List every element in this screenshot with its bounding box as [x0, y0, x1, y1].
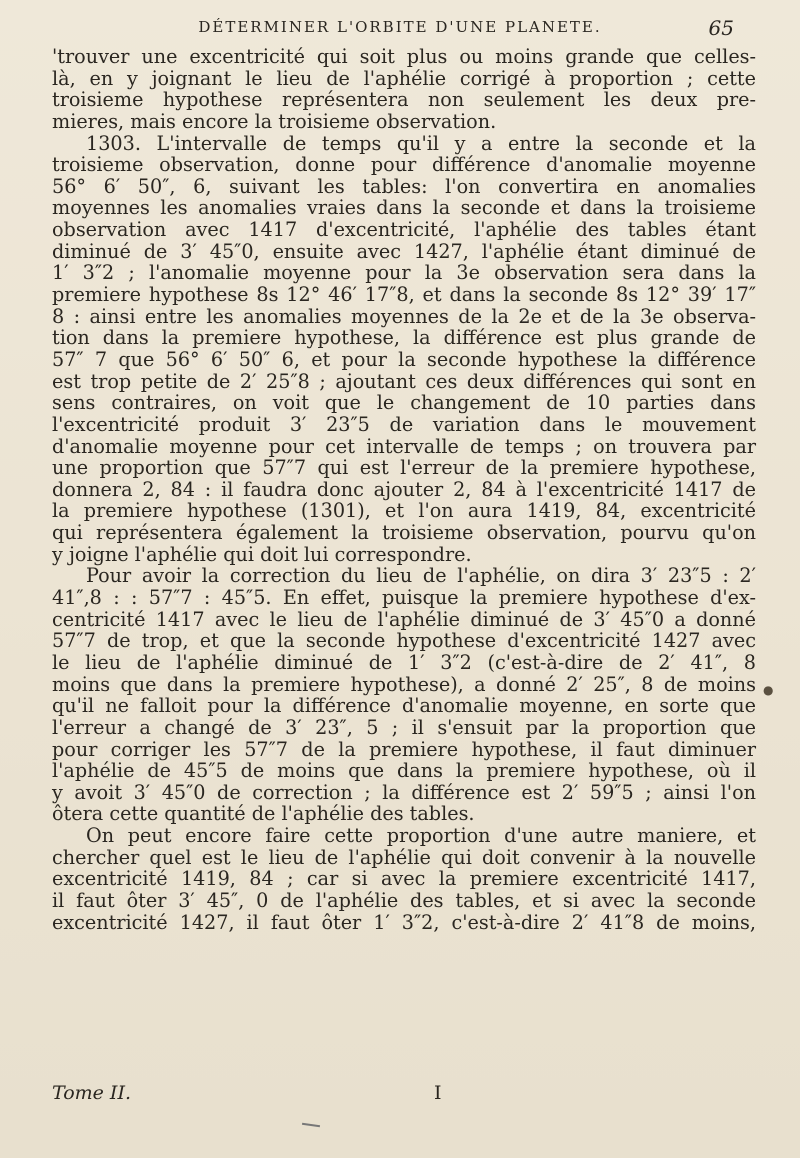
text-line: 56° 6′ 50″, 6, suivant les tables: l'on convertira en anomalies — [52, 174, 756, 198]
text-line: chercher quel est le lieu de l'aphélie qui doit convenir à la nouvelle — [52, 845, 756, 869]
text-line: 57″ 7 que 56° 6′ 50″ 6, et pour la seconde hypothese la différence — [52, 347, 756, 371]
text-line: l'aphélie de 45″5 de moins que dans la premiere hypothese, où il — [52, 759, 756, 783]
text-line: centricité 1417 avec le lieu de l'aphélie diminué de 3′ 45″0 a donné — [52, 607, 756, 631]
body-text — [52, 46, 756, 933]
text-line: excentricité 1419, 84 ; car si avec la premiere excentricité 1417, — [52, 867, 756, 891]
text-line: pour corriger les 57″7 de la premiere hypothese, il faut diminuer — [52, 737, 756, 761]
text-line: une proportion que 57″7 qui est l'erreur de la premiere hypothese, — [52, 456, 756, 480]
text-line: la premiere hypothese (1301), et l'on aura 1419, 84, excentricité — [52, 499, 756, 523]
page-header — [0, 12, 800, 44]
text-line: est trop petite de 2′ 25″8 ; ajoutant ces deux différences qui sont en — [52, 369, 756, 393]
text-line: observation avec 1417 d'excentricité, l'aphélie des tables étant — [52, 218, 756, 242]
text-line: moins que dans la premiere hypothese), a donné 2′ 25″, 8 de moins — [52, 672, 756, 696]
volume-label: Tome II. — [52, 1082, 131, 1104]
text-line: tion dans la premiere hypothese, la différence est plus grande de — [52, 326, 756, 350]
text-line: ôtera cette quantité de l'aphélie des tables. — [52, 802, 475, 826]
text-line: 57″7 de trop, et que la seconde hypothese d'excentricité 1427 avec — [52, 629, 756, 653]
text-line: qu'il ne falloit pour la différence d'anomalie moyenne, en sorte que — [52, 694, 756, 718]
text-line: moyennes les anomalies vraies dans la seconde et dans la troisieme — [52, 196, 756, 220]
text-line: l'excentricité produit 3′ 23″5 de variation dans le mouvement — [52, 412, 756, 436]
text-line: On peut encore faire cette proportion d'une autre maniere, et — [86, 824, 756, 848]
text-line: sens contraires, on voit que le changement de 10 parties dans — [52, 391, 756, 415]
text-line: d'anomalie moyenne pour cet intervalle de temps ; on trouvera par — [52, 434, 756, 458]
text-line: y joigne l'aphélie qui doit lui correspondre. — [52, 542, 472, 566]
text-line: excentricité 1427, il faut ôter 1′ 3″2, c'est-à-dire 2′ 41″8 de moins, — [52, 910, 756, 934]
margin-mark-icon: ● — [763, 683, 774, 697]
running-title: DÉTERMINER L'ORBITE D'UNE PLANETE. — [198, 18, 602, 36]
text-line: y avoit 3′ 45″0 de correction ; la différence est 2′ 59″5 ; ainsi l'on — [52, 780, 756, 804]
text-line: troisieme hypothese représentera non seulement les deux pre- — [52, 88, 756, 112]
text-line: premiere hypothese 8s 12° 46′ 17″8, et dans la seconde 8s 12° 39′ 17″ — [52, 283, 756, 307]
text-line: 1303. L'intervalle de temps qu'il y a entre la seconde et la — [86, 131, 756, 155]
signature-mark: I — [434, 1082, 442, 1104]
text-line: 41″,8 : : 57″7 : 45″5. En effet, puisque la premiere hypothese d'ex- — [52, 586, 756, 610]
text-line: il faut ôter 3′ 45″, 0 de l'aphélie des tables, et si avec la seconde — [52, 888, 756, 912]
text-line: le lieu de l'aphélie diminué de 1′ 3″2 (c'est-à-dire de 2′ 41″, 8 — [52, 650, 756, 674]
text-line: là, en y joignant le lieu de l'aphélie corrigé à proportion ; cette — [52, 66, 756, 90]
text-line: mieres, mais encore la troisieme observation. — [52, 109, 497, 133]
text-line: donnera 2, 84 : il faudra donc ajouter 2, 84 à l'excentricité 1417 de — [52, 477, 756, 501]
text-line: 1′ 3″2 ; l'anomalie moyenne pour la 3e observation sera dans la — [52, 261, 756, 285]
text-line: qui représentera également la troisieme observation, pourvu qu'on — [52, 521, 756, 545]
text-line: l'erreur a changé de 3′ 23″, 5 ; il s'ensuit par la proportion que — [52, 715, 756, 739]
text-line: Pour avoir la correction du lieu de l'aphélie, on dira 3′ 23″5 : 2′ — [86, 564, 756, 588]
text-line: 8 : ainsi entre les anomalies moyennes de la 2e et de la 3e observa- — [52, 304, 756, 328]
page-footer — [52, 1082, 756, 1106]
text-line: 'trouver une excentricité qui soit plus ou moins grande que celles- — [52, 45, 756, 68]
page-number: 65 — [708, 16, 734, 40]
text-line: troisieme observation, donne pour différence d'anomalie moyenne — [52, 153, 756, 177]
ink-mark-icon — [302, 1123, 320, 1127]
text-line: diminué de 3′ 45″0, ensuite avec 1427, l'aphélie étant diminué de — [52, 239, 756, 263]
